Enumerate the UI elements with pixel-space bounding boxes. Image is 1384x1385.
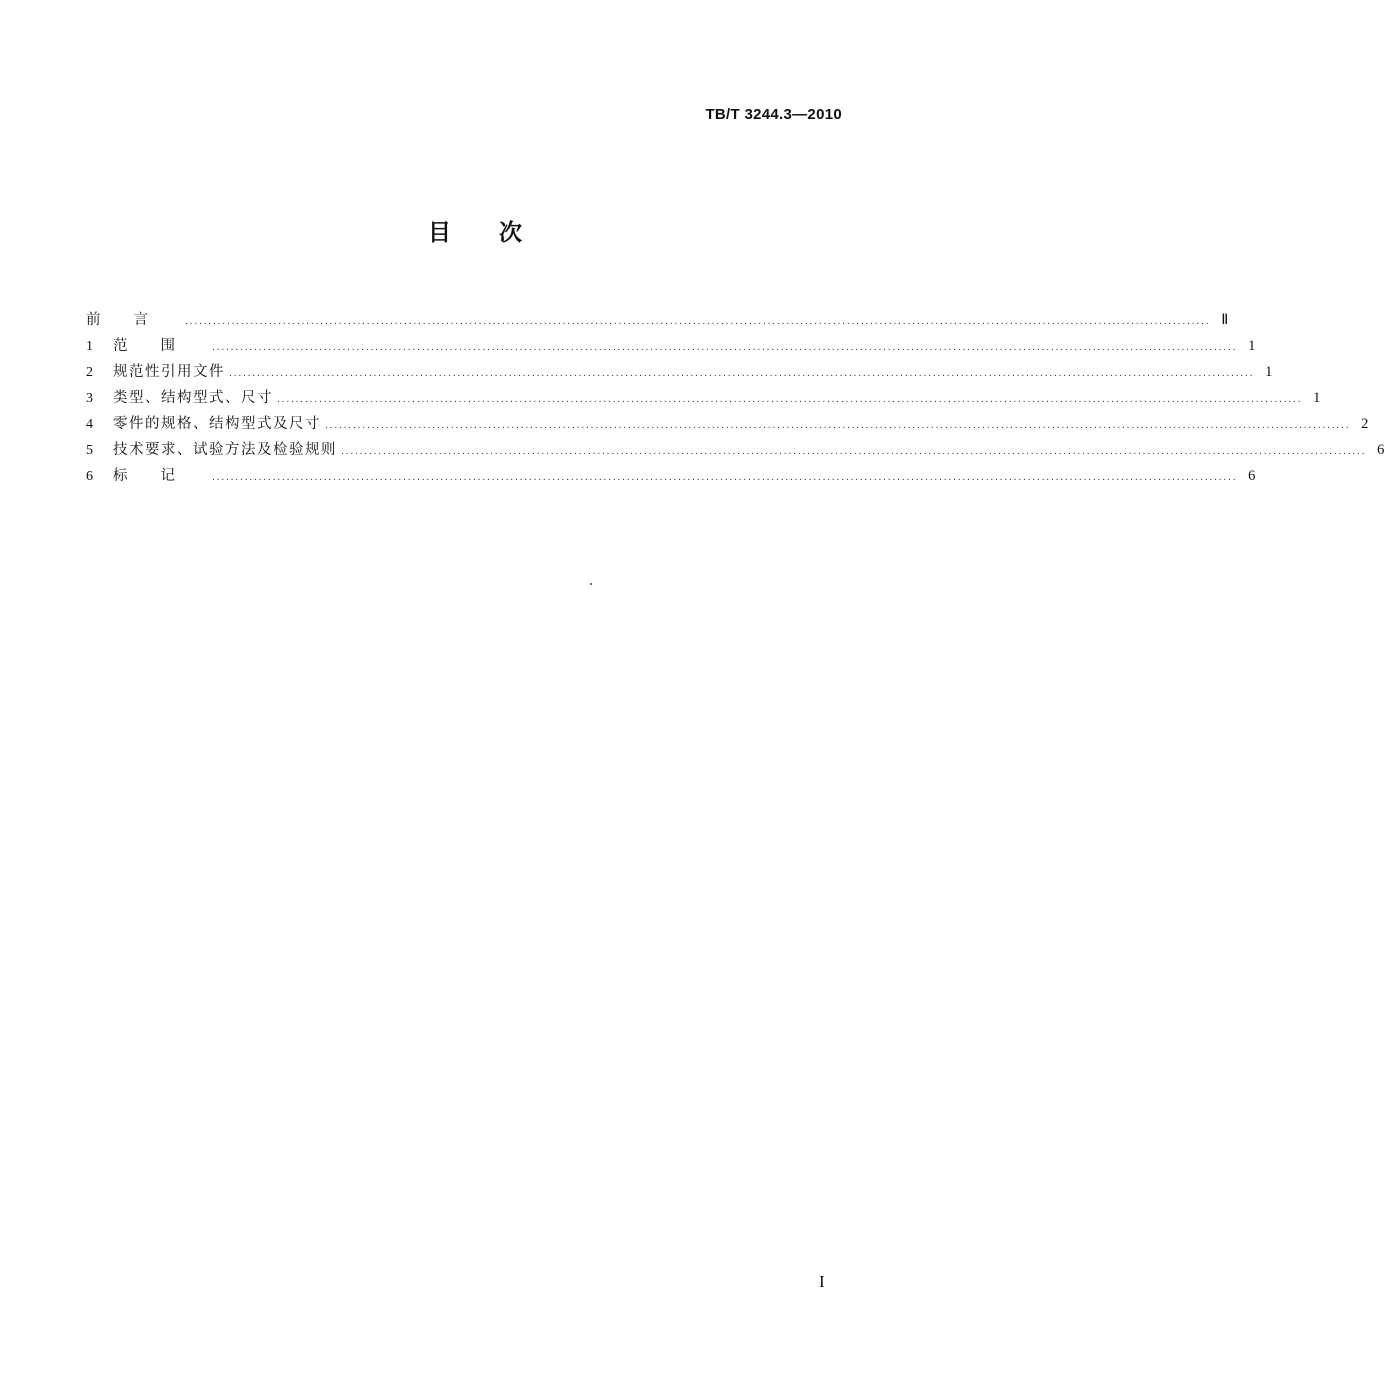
toc-entry-number: 3 — [86, 391, 93, 406]
toc-entry-label: 范围 — [113, 338, 208, 354]
toc-entry-page: 6 — [1377, 442, 1384, 458]
toc-entry-number: 5 — [86, 443, 93, 458]
toc-entry-requirements[interactable] — [86, 438, 1384, 464]
toc-entry-page: 1 — [1313, 390, 1321, 406]
toc-entry-normative-references[interactable] — [86, 360, 1273, 386]
toc-leader-dots: ............................................................................................................................................................................................................................ — [185, 317, 1211, 327]
toc-entry-number: 2 — [86, 365, 93, 380]
toc-entry-page: 6 — [1248, 468, 1256, 484]
toc-leader-dots: ............................................................................................................................................................................................................................ — [341, 447, 1367, 457]
toc-entry-page: 1 — [1265, 364, 1273, 380]
toc-entry-label: 规范性引用文件 — [113, 364, 225, 380]
table-of-contents — [86, 308, 1384, 490]
toc-leader-dots: ............................................................................................................................................................................................................................ — [212, 343, 1238, 353]
toc-leader-dots: ............................................................................................................................................................................................................................ — [212, 473, 1238, 483]
toc-entry-label: 技术要求、试验方法及检验规则 — [113, 442, 337, 458]
toc-entry-label: 前言 — [86, 312, 181, 328]
toc-leader-dots: ............................................................................................................................................................................................................................ — [229, 369, 1255, 379]
toc-entry-page: 2 — [1361, 416, 1369, 432]
standard-code: TB/T 3244.3—2010 — [705, 106, 842, 123]
toc-entry-label: 标记 — [113, 468, 208, 484]
toc-entry-page: Ⅱ — [1221, 312, 1229, 328]
page-number: I — [819, 1272, 825, 1291]
toc-entry-scope[interactable] — [86, 334, 1256, 360]
toc-entry-number: 6 — [86, 469, 93, 484]
toc-entry-parts[interactable] — [86, 412, 1369, 438]
toc-entry-number: 1 — [86, 339, 93, 354]
toc-entry-types[interactable] — [86, 386, 1321, 412]
toc-entry-label: 类型、结构型式、尺寸 — [113, 390, 273, 406]
toc-entry-marking[interactable] — [86, 464, 1256, 490]
page-title: 目次 — [428, 220, 570, 246]
toc-entry-number: 4 — [86, 417, 93, 432]
scan-speck — [590, 583, 592, 585]
toc-entry-page: 1 — [1248, 338, 1256, 354]
toc-entry-label: 零件的规格、结构型式及尺寸 — [113, 416, 321, 432]
toc-entry-foreword[interactable] — [86, 308, 1229, 334]
toc-leader-dots: ............................................................................................................................................................................................................................ — [277, 395, 1303, 405]
toc-leader-dots: ............................................................................................................................................................................................................................ — [325, 421, 1351, 431]
